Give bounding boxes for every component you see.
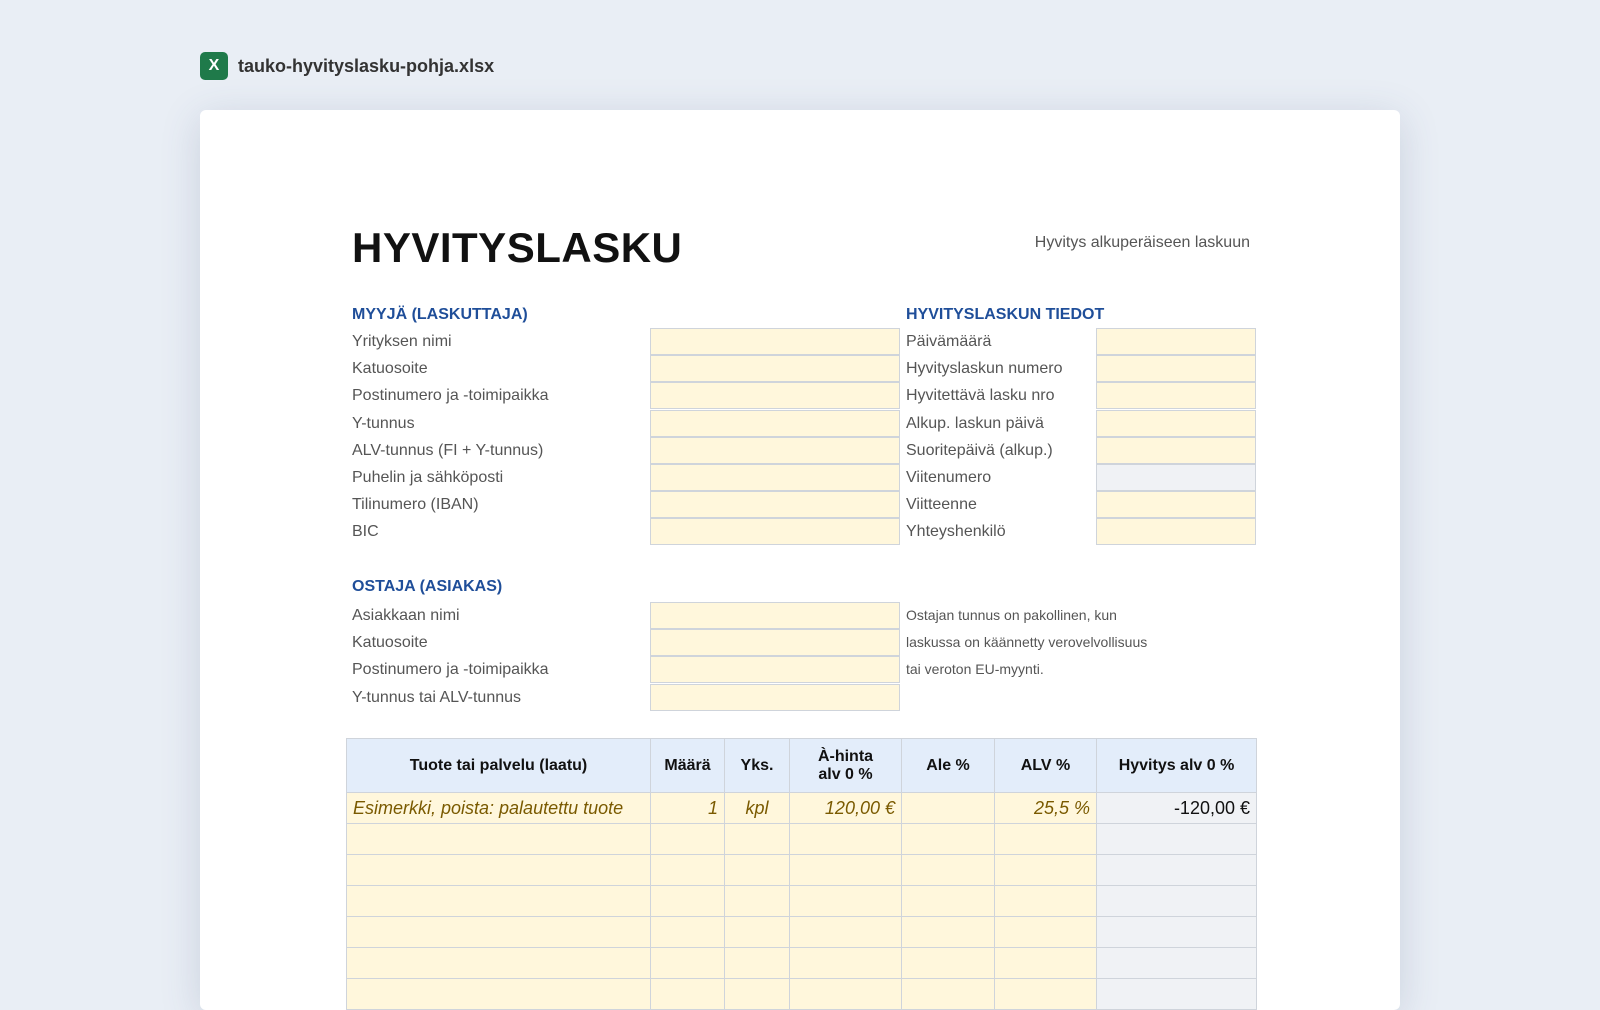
table-cell[interactable] <box>902 824 995 855</box>
credit-total-cell <box>1097 948 1257 979</box>
buyer-label: Y-tunnus tai ALV-tunnus <box>352 688 522 706</box>
column-header: À-hinta alv 0 % <box>790 739 902 793</box>
seller-input-cell[interactable] <box>650 382 900 409</box>
info-input-cell[interactable] <box>1096 328 1256 355</box>
column-header: Hyvitys alv 0 % <box>1097 739 1257 793</box>
table-row <box>347 948 1257 979</box>
buyer-label: Postinumero ja -toimipaikka <box>352 661 549 679</box>
table-cell[interactable] <box>902 979 995 1010</box>
table-cell[interactable] <box>995 886 1097 917</box>
credit-total-cell <box>1097 917 1257 948</box>
seller-label: Katuosoite <box>352 360 428 378</box>
info-label: Suoritepäivä (alkup.) <box>906 441 1053 459</box>
table-cell[interactable]: 25,5 % <box>995 793 1097 824</box>
table-cell[interactable] <box>651 948 725 979</box>
table-cell[interactable] <box>725 917 790 948</box>
buyer-note-line: Ostajan tunnus on pakollinen, kun <box>906 607 1117 623</box>
credit-total-cell: -120,00 € <box>1097 793 1257 824</box>
table-cell[interactable] <box>995 855 1097 886</box>
info-label: Alkup. laskun päivä <box>906 414 1044 432</box>
buyer-note-line: tai veroton EU-myynti. <box>906 661 1044 677</box>
info-input-cell[interactable] <box>1096 410 1256 437</box>
buyer-input-cell[interactable] <box>650 656 900 683</box>
seller-label: Yrityksen nimi <box>352 333 452 350</box>
table-row <box>347 917 1257 948</box>
seller-input-cell[interactable] <box>650 464 900 491</box>
table-row <box>347 886 1257 917</box>
seller-input-cell[interactable] <box>650 437 900 464</box>
credit-total-cell <box>1097 824 1257 855</box>
table-cell[interactable] <box>725 824 790 855</box>
info-input-cell[interactable] <box>1096 491 1256 518</box>
table-cell[interactable] <box>651 855 725 886</box>
table-cell[interactable] <box>790 917 902 948</box>
table-cell[interactable] <box>725 948 790 979</box>
table-cell[interactable] <box>790 855 902 886</box>
seller-input-cell[interactable] <box>650 355 900 382</box>
file-header <box>200 52 494 80</box>
info-label: Päivämäärä <box>906 333 992 350</box>
column-header: ALV % <box>995 739 1097 793</box>
info-label: Viitenumero <box>906 469 992 486</box>
table-cell[interactable] <box>651 917 725 948</box>
column-header: Yks. <box>725 739 790 793</box>
seller-input-cell[interactable] <box>650 410 900 437</box>
table-cell[interactable] <box>790 979 902 1010</box>
table-row <box>347 793 1257 824</box>
info-label: Hyvitettävä lasku nro <box>906 387 1055 405</box>
buyer-input-cell[interactable] <box>650 629 900 656</box>
table-cell[interactable]: kpl <box>725 793 790 824</box>
seller-label: Puhelin ja sähköposti <box>352 469 504 486</box>
table-cell[interactable] <box>902 948 995 979</box>
credit-total-cell <box>1097 855 1257 886</box>
credit-total-cell <box>1097 886 1257 917</box>
table-cell[interactable] <box>725 855 790 886</box>
seller-input-cell[interactable] <box>650 491 900 518</box>
info-label: Hyvityslaskun numero <box>906 360 1063 378</box>
line-items-table <box>346 738 1257 1010</box>
table-row <box>347 979 1257 1010</box>
table-cell[interactable] <box>790 948 902 979</box>
buyer-input-cell[interactable] <box>650 684 900 711</box>
info-label: Viitteenne <box>906 496 977 514</box>
table-cell[interactable] <box>790 886 902 917</box>
table-cell[interactable] <box>725 886 790 917</box>
table-cell[interactable] <box>902 855 995 886</box>
seller-label: Postinumero ja -toimipaikka <box>352 387 549 405</box>
info-input-cell[interactable] <box>1096 355 1256 382</box>
info-input-cell[interactable] <box>1096 518 1256 545</box>
column-header: Ale % <box>902 739 995 793</box>
table-cell[interactable] <box>995 948 1097 979</box>
seller-label: Tilinumero (IBAN) <box>352 496 479 514</box>
table-cell[interactable] <box>651 886 725 917</box>
table-cell[interactable] <box>995 979 1097 1010</box>
table-cell[interactable] <box>902 886 995 917</box>
info-label: Yhteyshenkilö <box>906 523 1006 541</box>
buyer-label: Asiakkaan nimi <box>352 607 460 624</box>
seller-heading: MYYJÄ (LASKUTTAJA) <box>352 306 528 323</box>
buyer-note-line: laskussa on käännetty verovelvollisuus <box>906 634 1148 650</box>
table-cell[interactable] <box>347 855 651 886</box>
seller-label: ALV-tunnus (FI + Y-tunnus) <box>352 441 544 459</box>
table-cell[interactable] <box>902 793 995 824</box>
seller-label: BIC <box>352 523 379 541</box>
document-note: Hyvitys alkuperäiseen laskuun <box>1034 234 1250 251</box>
table-cell[interactable] <box>651 824 725 855</box>
table-cell[interactable] <box>347 979 651 1010</box>
table-row <box>347 824 1257 855</box>
info-input-cell[interactable] <box>1096 437 1256 464</box>
seller-input-cell[interactable] <box>650 328 900 355</box>
table-cell[interactable] <box>347 824 651 855</box>
table-cell[interactable]: 120,00 € <box>790 793 902 824</box>
table-row <box>347 855 1257 886</box>
info-input-cell[interactable] <box>1096 382 1256 409</box>
table-cell[interactable]: Esimerkki, poista: palautettu tuote <box>347 793 651 824</box>
table-cell[interactable] <box>347 917 651 948</box>
table-cell[interactable] <box>902 917 995 948</box>
seller-label: Y-tunnus <box>352 414 415 432</box>
buyer-note <box>906 602 1186 683</box>
buyer-label: Katuosoite <box>352 634 428 652</box>
table-cell[interactable] <box>347 948 651 979</box>
table-cell[interactable] <box>651 979 725 1010</box>
table-cell[interactable]: 1 <box>651 793 725 824</box>
credit-info-heading: HYVITYSLASKUN TIEDOT <box>906 306 1105 323</box>
document-sheet <box>200 110 1400 1010</box>
table-cell[interactable] <box>347 886 651 917</box>
table-cell[interactable] <box>790 824 902 855</box>
buyer-input-cell[interactable] <box>650 602 900 629</box>
column-header: Tuote tai palvelu (laatu) <box>347 739 651 793</box>
file-name: tauko-hyvityslasku-pohja.xlsx <box>238 55 495 76</box>
column-header: Määrä <box>651 739 725 793</box>
table-cell[interactable] <box>995 917 1097 948</box>
credit-total-cell <box>1097 979 1257 1010</box>
table-cell[interactable] <box>725 979 790 1010</box>
seller-input-cell[interactable] <box>650 518 900 545</box>
excel-file-icon: X <box>200 52 228 80</box>
table-cell[interactable] <box>995 824 1097 855</box>
info-input-cell[interactable] <box>1096 464 1256 491</box>
document-title: HYVITYSLASKU <box>352 224 683 271</box>
buyer-heading: OSTAJA (ASIAKAS) <box>352 578 503 595</box>
